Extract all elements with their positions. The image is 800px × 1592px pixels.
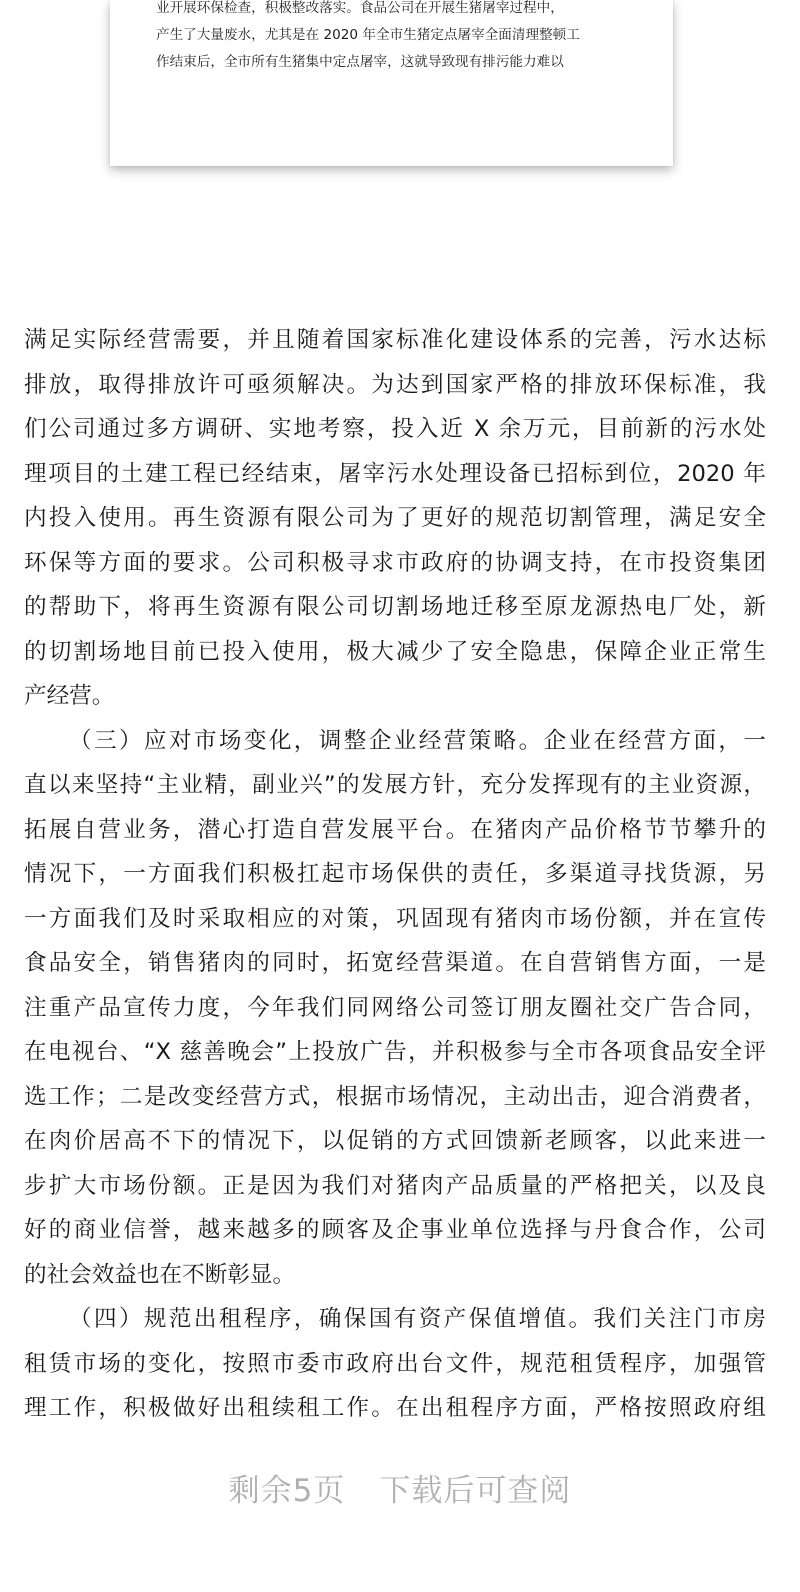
remaining-pages-notice[interactable] xyxy=(0,1466,800,1516)
body-line: 排放，取得排放许可亟须解决。为达到国家严格的排放环保标准，我 xyxy=(24,371,766,398)
previous-page-preview xyxy=(110,0,673,166)
download-to-view-hint: 下载后可查阅 xyxy=(379,1473,572,1509)
body-line: 的帮助下，将再生资源有限公司切割场地迁移至原龙源热电厂处，新 xyxy=(24,594,766,620)
preview-line: 产生了大量废水，尤其是在 2020 年全市生猪定点屠宰全面清理整顿工 xyxy=(156,27,580,43)
body-line: 环保等方面的要求。公司积极寻求市政府的协调支持，在市投资集团 xyxy=(24,549,766,576)
body-line: 满足实际经营需要，并且随着国家标准化建设体系的完善，污水达标 xyxy=(24,327,766,353)
preview-line: 业开展环保检查，积极整改落实。食品公司在开展生猪屠宰过程中， xyxy=(156,0,564,16)
remaining-pages-count: 剩余5页 xyxy=(228,1473,346,1509)
body-line: 一方面我们及时采取相应的对策，巩固现有猪肉市场份额，并在宣传 xyxy=(24,905,766,932)
section-heading-line: （三）应对市场变化，调整企业经营策略。企业在经营方面，一 xyxy=(69,727,766,754)
body-line: 租赁市场的变化，按照市委市政府出台文件，规范租赁程序，加强管 xyxy=(24,1350,766,1377)
body-line: 直以来坚持“主业精，副业兴”的发展方针，充分发挥现有的主业资源， xyxy=(24,772,766,798)
body-line: 在肉价居高不下的情况下，以促销的方式回馈新老顾客，以此来进一 xyxy=(24,1128,766,1154)
body-line: 们公司通过多方调研、实地考察，投入近 X 余万元，目前新的污水处 xyxy=(24,416,766,442)
body-line: 情况下，一方面我们积极扛起市场保供的责任，多渠道寻找货源，另 xyxy=(24,861,766,887)
body-line: 的社会效益也在不断彰显。 xyxy=(24,1261,296,1288)
body-line: 注重产品宣传力度，今年我们同网络公司签订朋友圈社交广告合同， xyxy=(24,994,766,1021)
body-line: 理工作，积极做好出租续租工作。在出租程序方面，严格按照政府组 xyxy=(24,1395,766,1421)
body-line: 产经营。 xyxy=(24,683,115,709)
body-line: 内投入使用。再生资源有限公司为了更好的规范切割管理，满足安全 xyxy=(24,505,766,531)
body-line: 食品安全，销售猪肉的同时，拓宽经营渠道。在自营销售方面，一是 xyxy=(24,950,766,976)
document-body xyxy=(24,318,766,1431)
body-line: 拓展自营业务，潜心打造自营发展平台。在猪肉产品价格节节攀升的 xyxy=(24,816,766,843)
preview-text-block xyxy=(156,0,643,76)
section-heading-line: （四）规范出租程序，确保国有资产保值增值。我们关注门市房 xyxy=(69,1306,766,1332)
body-line: 步扩大市场份额。正是因为我们对猪肉产品质量的严格把关，以及良 xyxy=(24,1172,766,1199)
body-line: 理项目的土建工程已经结束，屠宰污水处理设备已招标到位，2020 年 xyxy=(24,460,766,487)
body-line: 的切割场地目前已投入使用，极大减少了安全隐患，保障企业正常生 xyxy=(24,638,766,665)
preview-line: 作结束后，全市所有生猪集中定点屠宰，这就导致现有排污能力难以 xyxy=(156,54,564,70)
body-line: 选工作；二是改变经营方式，根据市场情况，主动出击，迎合消费者， xyxy=(24,1083,766,1110)
body-line: 在电视台、“X 慈善晚会”上投放广告，并积极参与全市各项食品安全评 xyxy=(24,1039,766,1065)
body-line: 好的商业信誉，越来越多的顾客及企事业单位选择与丹食合作，公司 xyxy=(24,1217,766,1243)
